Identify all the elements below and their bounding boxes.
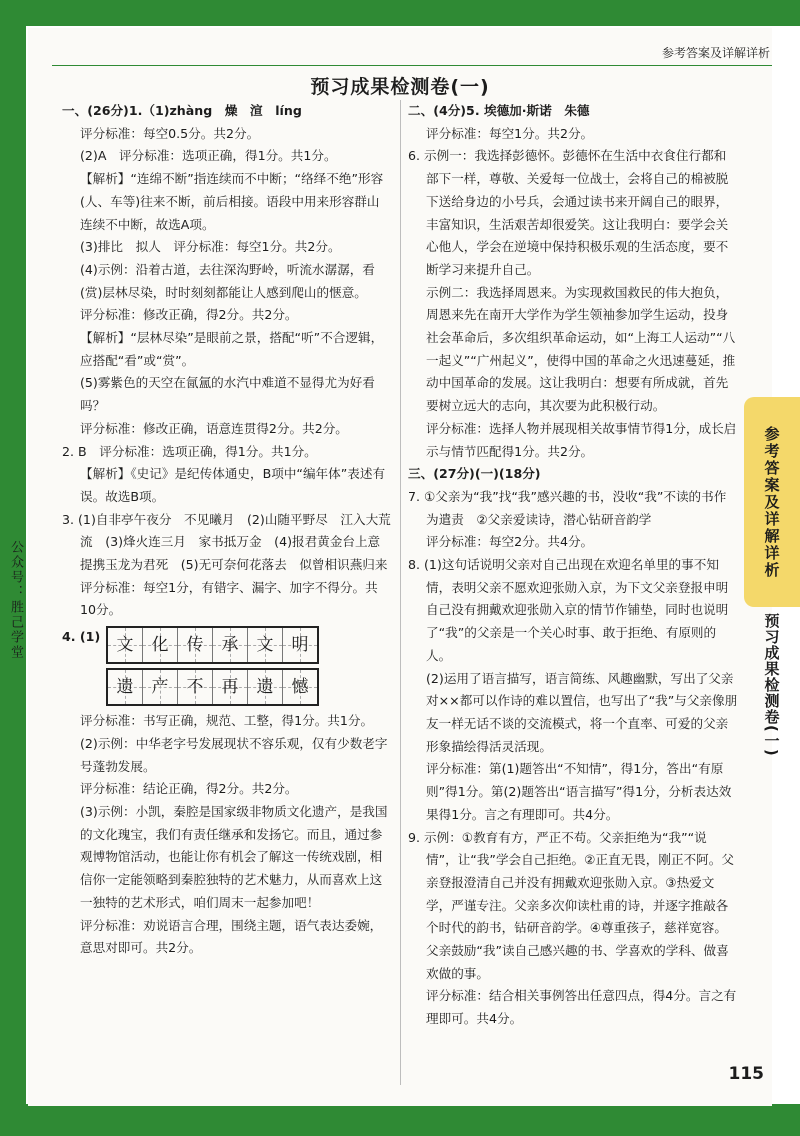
- q1-4-scoring: 评分标准：修改正确，得2分。共2分。: [80, 307, 298, 323]
- q4-3-answer: (3)示例：小凯，秦腔是国家级非物质文化遗产，是我国的文化瑰宝，我们有责任继承和发扬它。而且，通过参观博物馆活动，也能让你有机会了解这一传统戏剧，相信你一定能领略到秦腔独特的艺术魅力，从而喜欢上这一独特的艺术形式，咱们周末一起参加吧！: [80, 803, 388, 910]
- watermark-text: 公众号：胜己学堂: [8, 540, 23, 660]
- page-number: 115: [728, 1064, 764, 1084]
- q5-heading: 二、(4分)5. 埃德加·斯诺 朱德: [408, 103, 590, 118]
- q1-2-analysis: 【解析】“连绵不断”指连续而不中断；“络绎不绝”形容(人、车等)往来不断，前后相接。语段中用来形容群山连续不中断，故选A项。: [80, 171, 384, 232]
- q4-grid-row-1: [62, 626, 392, 664]
- q8-1-answer: 8. (1)这句话说明父亲对自己出现在欢迎名单里的事不知情，表明父亲不愿欢迎张勋入京，为下文父亲登报申明自己没有拥戴欢迎张勋入京的情节作铺垫，同时也说明了“我”的父亲是一个关心时事、敢于拒绝、有原则的人。: [408, 557, 729, 663]
- q4-label: 4. (1): [62, 629, 101, 645]
- grid-cell: 憾: [283, 670, 317, 704]
- q9-scoring: 评分标准：结合相关事例答出任意四点，得4分。言之有理即可。共4分。: [426, 988, 737, 1027]
- grid-cell: 再: [213, 670, 248, 704]
- grid-cell: 产: [143, 670, 178, 704]
- q8-2-answer: (2)运用了语言描写，语言简练、风趣幽默，写出了父亲对××都可以作诗的难以置信，也写出了“我”与父亲像朋友一样无话不谈的交流模式，将一个直率、可爱的父亲形象描绘得活灵活现。: [426, 670, 738, 754]
- side-section: [744, 607, 800, 763]
- section-3-heading: 三、(27分)(一)(18分): [408, 466, 541, 482]
- q6-example-1: 6. 示例一：我选择彭德怀。彭德怀在生活中衣食住行都和部下一样，尊敬、关爱每一位战士，会将自己的棉被脱下送给身边的小号兵，会通过读书来开阔自己的眼界，丰富知识，生活艰苦却很爱笑。这让我明白：要学会关心他人，学会在逆境中保持积极乐观的生活态度，要不断学习来提升自己。: [408, 148, 729, 277]
- side-tab: [744, 397, 800, 607]
- page-title: 预习成果检测卷(一): [310, 76, 490, 98]
- side-section-label: 预习成果检测卷(一): [762, 613, 781, 757]
- q2-answer: 2. B 评分标准：选项正确，得1分。共1分。: [62, 443, 317, 459]
- grid-cell: 明: [283, 628, 317, 662]
- calligraphy-grid-1: [106, 626, 319, 664]
- q1-5-scoring: 评分标准：修改正确，语意连贯得2分。共2分。: [80, 420, 348, 436]
- q1-5-answer: (5)雾紫色的天空在氤氲的水汽中难道不显得尤为好看吗？: [80, 375, 375, 414]
- q7-answer: 7. ①父亲为“我”找“我”感兴趣的书，没收“我”不读的书作为遣责 ②父亲爱读诗，潜心钻研音韵学: [408, 488, 727, 527]
- column-divider: [400, 100, 401, 1085]
- q5-scoring: 评分标准：每空1分。共2分。: [426, 125, 594, 141]
- q4-grid-row-2: [62, 668, 392, 706]
- q1-1-scoring: 评分标准：每空0.5分。共2分。: [80, 125, 260, 141]
- q4-2-answer: (2)示例：中华老字号发展现状不容乐观，仅有少数老字号蓬勃发展。: [80, 735, 388, 774]
- q4-3-scoring: 评分标准：劝说语言合理，围绕主题，语气表达委婉，意思对即可。共2分。: [80, 917, 383, 956]
- q4-1-scoring: 评分标准：书写正确，规范、工整，得1分。共1分。: [80, 713, 374, 729]
- grid-cell: 文: [108, 628, 143, 662]
- q1-2-answer: (2)A 评分标准：选项正确，得1分。共1分。: [80, 148, 337, 164]
- side-tab-label: 参考答案及详解详析: [762, 425, 781, 579]
- running-header: 参考答案及详解详析: [661, 46, 770, 60]
- grid-cell: 化: [143, 628, 178, 662]
- q1-4-answer: (4)示例：沿着古道，去往深沟野岭，听流水潺潺，看(赏)层林尽染，时时刻刻都能让人感到爬山的惬意。: [80, 261, 375, 300]
- grid-cell: 不: [178, 670, 213, 704]
- q1-3-answer: (3)排比 拟人 评分标准：每空1分。共2分。: [80, 239, 341, 255]
- green-frame-top: [0, 0, 800, 26]
- q7-scoring: 评分标准：每空2分。共4分。: [426, 534, 594, 550]
- calligraphy-grid-2: [106, 668, 319, 706]
- grid-cell: 文: [248, 628, 283, 662]
- q6-scoring: 评分标准：选择人物并展现相关故事情节得1分，成长启示与情节匹配得1分。共2分。: [426, 420, 737, 459]
- q9-answer: 9. 示例：①教育有方，严正不苟。父亲拒绝为“我”“说情”，让“我”学会自己拒绝。②正直无畏，刚正不阿。父亲登报澄清自己并没有拥戴欢迎张勋入京。③热爱文学，严谨专注。父亲多次仰读杜甫的诗，并逐字推敲各个时代的韵书，钻研音韵学。④尊重孩子，慈祥宽容。父亲鼓励“我”读自己感兴趣的书、学喜欢的学科、做喜欢做的事。: [408, 829, 734, 981]
- header-rule: [52, 65, 772, 66]
- q1-heading: 一、(26分)1.（1)zhàng 燥 渲 líng: [62, 103, 302, 118]
- q3-scoring: 评分标准：每空1分，有错字、漏字、加字不得分。共10分。: [80, 579, 378, 618]
- left-column: [62, 100, 392, 960]
- q6-example-2: 示例二：我选择周恩来。为实现救国救民的伟大抱负，周恩来先在南开大学作为学生领袖参加学生运动，投身社会革命后，多次组织革命运动，如“上海工人运动”“八一起义”“广州起义”，使得中国的革命之火迅速蔓延，推动中国革命的发展。这让我明白：想要有所成就，首先要树立远大的志向，其次要为此积极行动。: [426, 284, 736, 414]
- grid-cell: 承: [213, 628, 248, 662]
- grid-cell: 遗: [248, 670, 283, 704]
- q8-scoring: 评分标准：第(1)题答出“不知情”，得1分，答出“有原则”得1分。第(2)题答出“语言描写”得1分，分析表达效果得1分。言之有理即可。共4分。: [426, 761, 732, 822]
- q1-4-analysis: 【解析】“层林尽染”是眼前之景，搭配“听”不合逻辑，应搭配“看”或“赏”。: [80, 330, 384, 368]
- q3-answer: 3. (1)自非亭午夜分 不见曦月 (2)山随平野尽 江入大荒流 (3)烽火连三月 家书抵万金 (4)报君黄金台上意 提携玉龙为君死 (5)无可奈何花落去 似曾相识燕归来: [62, 511, 393, 573]
- q2-analysis: 【解析】《史记》是纪传体通史，B项中“编年体”表述有误。故选B项。: [80, 466, 386, 504]
- green-frame-bottom: [0, 1104, 800, 1136]
- grid-cell: 传: [178, 628, 213, 662]
- right-column: [408, 100, 738, 1031]
- grid-cell: 遗: [108, 670, 143, 704]
- q4-2-scoring: 评分标准：结论正确，得2分。共2分。: [80, 781, 298, 797]
